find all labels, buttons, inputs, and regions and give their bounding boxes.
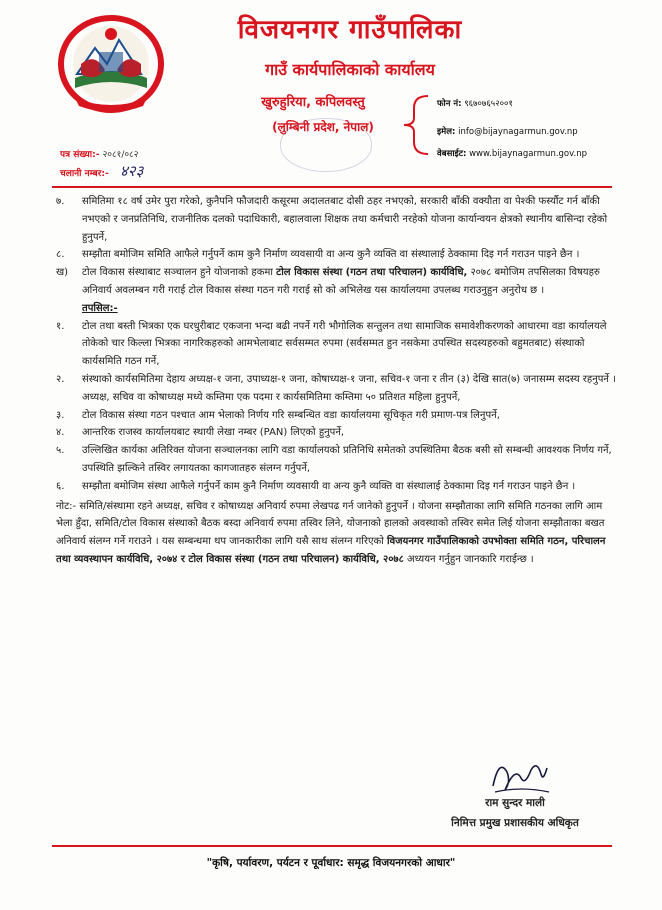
brace-divider xyxy=(402,94,430,156)
signatory-designation: निमित्त प्रमुख प्रशासकीय अधिकृत xyxy=(451,817,579,829)
chalani-value: ४२३ xyxy=(120,162,144,180)
section-kha xyxy=(56,264,616,300)
list-b-item-number: ६. xyxy=(56,480,65,492)
list-b-item-number: १. xyxy=(56,320,65,332)
kha-pre: टोल विकास संस्थाबाट सञ्चालन हुने योजनाको हकमा xyxy=(82,267,273,279)
list-b-item-number: ५. xyxy=(56,445,65,457)
tapsil-heading: तपसिल:- xyxy=(82,302,118,314)
website-label: वेबसाईट: xyxy=(437,149,467,159)
chalani-label: चलानी नम्बर:- xyxy=(60,169,109,179)
website-line xyxy=(437,148,587,159)
items-b-list xyxy=(56,318,616,496)
list-b-item xyxy=(56,424,616,442)
list-b-item xyxy=(56,407,616,425)
note-paragraph xyxy=(56,498,616,569)
list-a-item-text: सम्झौता बमोजिम समिति आफैले गर्नुपर्ने काम कुनै निर्माण व्यवसायी वा अन्य कुनै व्यक्ति वा संस्थालाई ठेक्कामा दिइ गर्न गराउन पाइने छैन । xyxy=(82,249,580,261)
list-b-item xyxy=(56,371,616,407)
list-b-item-text: टोल विकास संस्था गठन पश्चात आम भेलाको निर्णय गरि सम्बन्धित वडा कार्यालयमा सूचिकृत गरी प्रमाण-पत्र लिनुपर्ने, xyxy=(82,409,500,421)
municipality-title: विजयनगर गाउँपालिका xyxy=(237,15,463,45)
province-label: (लुम्बिनी प्रदेश, नेपाल) xyxy=(272,120,374,134)
phone-line xyxy=(437,98,513,109)
kha-bold: टोल विकास संस्था (गठन तथा परिचालन) कार्यविधि, xyxy=(276,267,468,279)
kha-text xyxy=(82,264,616,300)
header-divider xyxy=(52,186,612,188)
email-label: इमेल: xyxy=(437,127,456,137)
email-line xyxy=(437,126,578,137)
list-b-item-text: सम्झौता बमोजिम संस्था आफैले गर्नुपर्ने काम कुनै निर्माण व्यवसायी वा अन्य कुनै व्यक्ति वा संस्थालाई ठेक्कामा दिइ गर्न गराउन पाइने छैन । xyxy=(82,480,576,492)
patra-value: २०८१/०८२ xyxy=(102,150,139,160)
note-post: अध्ययन गर्नुहुन जानकारि गराईन्छ । xyxy=(407,553,534,565)
note-pre: नोट:- समिति/संस्थामा रहने अध्यक्ष, सचिव र कोषाध्यक्ष अनिवार्य रुपमा लेखपढ गर्न जानेको हुनुपर्ने । योजना सम्झौताका लागि समिति गठनका लागि आम भेला हुँदा, समिति/टोल विकास संस्थाको बैठक बस्दा अनिवार्य रुपमा तस्विर लिने, योजनाको हालको अवस्थाको तस्विर समेत लिई योजना सम्झौताका बखत अनिवार्य संलग्न गर्ने गराउने । यस सम्बन्धमा थप जानकारीका लागि यसै साथ संलग्न गरिएको xyxy=(56,500,605,548)
list-b-item xyxy=(56,478,616,496)
list-b-item-number: ३. xyxy=(56,409,65,421)
list-b-item-text: आन्तरिक राजस्व कार्यालयबाट स्थायी लेखा नम्बर (PAN) लिएको हुनुपर्ने, xyxy=(82,427,345,439)
dispatch-number-line xyxy=(60,166,109,179)
letter-body xyxy=(56,193,616,569)
phone-label: फोन नं: xyxy=(437,99,462,109)
list-b-item xyxy=(56,318,616,371)
patra-label: पत्र संख्या:- xyxy=(60,150,100,160)
list-a-item-text: समितिमा १८ वर्ष उमेर पुरा गरेको, कुनैपनि फौजदारी कसूरमा अदालतबाट दोसी ठहर नभएको, सरकारी बाँकी वक्यौता वा पेश्की फर्स्यौट गर्न बाँकी नभएको र जनप्रतिनिधि, राजनीतिक दलको पदाधिकारी, बहालवाला शिक्षक तथा कर्मचारी नरहेको योजना कार्यान्वयन क्षेत्रको स्थानीय बासिन्दा रहेको हुनुपर्ने, xyxy=(82,196,608,243)
note-bold: विजयनगर गाउँपालिकाको उपभोक्ता समिति गठन, परिचालन तथा व्यवस्थापन कार्यविधि, २०७४ र टोल विकास संस्था (गठन तथा परिचालन) कार्यविधि, २०७८ xyxy=(56,536,606,565)
list-b-item-number: २. xyxy=(56,373,65,385)
list-b-item-text: उल्लिखित कार्यका अतिरिक्त योजना सञ्चालनका लागि वडा कार्यालयको प्रतिनिधि समेतको उपस्थितिमा बैठक बसी सो सम्बन्धी आवश्यक निर्णय गर्ने, उपस्थिति झल्किने तस्विर लगायतका कागजातहरु संलग्न गर्नुपर्ने, xyxy=(82,445,612,474)
office-subtitle: गाउँ कार्यपालिकाको कार्यालय xyxy=(265,60,435,79)
items-a-list xyxy=(56,193,616,264)
handwritten-signature xyxy=(485,752,555,798)
list-b-item-text: संस्थाको कार्यसमितिमा देहाय अध्यक्ष-१ जना, उपाध्यक्ष-१ जना, कोषाध्यक्ष-१ जना, सचिव-१ जना र तीन (३) देखि सात(७) जनासम्म सदस्य रहनुपर्ने । अध्यक्ष, सचिव वा कोषाध्यक्ष मध्ये कम्तिमा एक पदमा र कार्यसमितिमा कम्तिमा ५० प्रतिशत महिला हुनुपर्ने, xyxy=(82,373,616,403)
list-a-item-number: ७. xyxy=(56,196,65,207)
office-stamp xyxy=(280,118,372,172)
office-address: खुरुहुरिया, कपिलवस्तु xyxy=(261,95,365,110)
kha-number: ख) xyxy=(56,267,69,279)
list-b-item-text: टोल तथा बस्ती भित्रका एक घरधुरीबाट एकजना भन्दा बढी नपर्ने गरी भौगोलिक सन्तुलन तथा सामाजिक समावेशीकरणको आधारमा वडा कार्यालयले तोकेको चार किल्ला भित्रका नागरिकहरुको आमभेलाबाट सर्वसम्मत रुपमा (सर्वसम्मत हुन नसकेमा उपस्थित सदस्यहरुको बहुमतबाट) संस्थाको कार्यसमिति गठन गर्ने, xyxy=(82,320,607,368)
list-a-item xyxy=(56,193,616,246)
signatory-name: राम सुन्दर माली xyxy=(485,797,545,809)
letter-number-line xyxy=(60,147,138,160)
footer-motto: "कृषि, पर्यावरण, पर्यटन र पूर्वाधार: समृद्ध विजयनगरको आधार" xyxy=(206,857,456,869)
footer-divider xyxy=(52,845,612,847)
list-a-item xyxy=(56,246,616,264)
nepal-emblem-logo xyxy=(55,12,167,114)
phone-value: ९६७०७६५२००१ xyxy=(464,99,513,109)
list-a-item-number: ८. xyxy=(56,249,65,261)
list-b-item-number: ४. xyxy=(56,427,65,439)
kha-post: २०७८ बमोजिम तपसिलका विषयहरु अनिवार्य अवलम्बन गरी गराई टोल विकास संस्था गठन गरी गराई सो को अभिलेख यस कार्यालयमा उपलब्ध गराउनुहुन अनुरोध छ । xyxy=(82,267,600,296)
website-value[interactable]: www.bijaynagarmun.gov.np xyxy=(469,149,587,159)
email-value[interactable]: info@bijaynagarmun.gov.np xyxy=(458,127,578,137)
list-b-item xyxy=(56,442,616,478)
